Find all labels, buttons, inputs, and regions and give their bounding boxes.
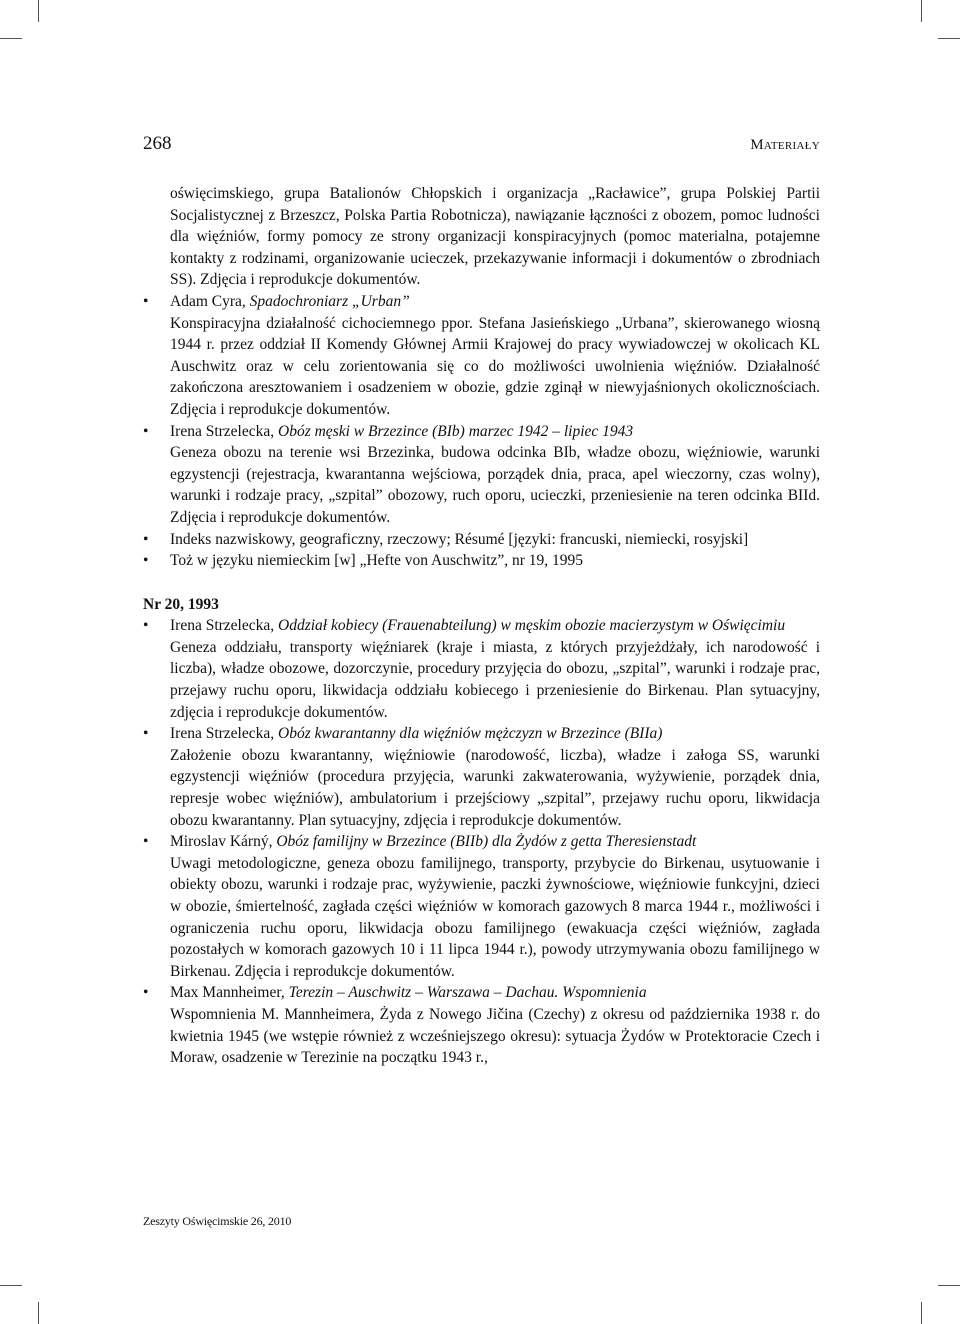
entry-description: Indeks nazwiskowy, geograficzny, rzeczowy; Résumé [języki: francuski, niemiecki, rosyjski] [170, 530, 749, 548]
crop-mark-bottom-left [38, 1302, 39, 1324]
crop-mark-top-right [921, 0, 922, 22]
bibliography-entry [143, 421, 820, 529]
bibliography-entry [143, 831, 820, 982]
bullet-icon: • [143, 292, 149, 310]
entry-title: Obóz familijny w Brzezince (BIIb) dla Żydów z getta Theresienstadt [276, 833, 697, 851]
bullet-icon: • [143, 617, 149, 635]
bibliography-entry [143, 529, 820, 551]
running-head: Materiały [750, 137, 820, 153]
bullet-icon: • [143, 422, 149, 440]
bullet-icon: • [143, 530, 149, 548]
bibliography-entry [143, 982, 820, 1068]
entry-author: Irena Strzelecka, [170, 422, 275, 440]
entry-author: Irena Strzelecka, [170, 725, 275, 743]
bullet-icon: • [143, 984, 149, 1002]
entry-title: Spadochroniarz „Urban” [249, 292, 410, 310]
page-number: 268 [143, 133, 172, 154]
entry-description: Założenie obozu kwarantanny, więźniowie (narodowość, liczba), władze i załoga SS, warunki egzystencji więźniów (procedura przyjęcia, warunki zakwaterowania, wyżywienie, porządek dnia, represje wobec więźniów), ambulatorium i przejściowy „szpital”, przejawy ruchu oporu, likwidacja obozu kwarantanny. Plan sytuacyjny, zdjęcia i reprodukcje dokumentów. [170, 746, 820, 829]
entry-description: Uwagi metodologiczne, geneza obozu familijnego, transporty, przybycie do Birkenau, usytuowanie i obiekty obozu, warunki i rodzaje prac, wyżywienie, paczki żywnościowe, więźniowie funkcyjni, dzieci w obozie, śmiertelność, zagłada części więźniów w komorach gazowych 8 marca 1944 r., możliwości i ograniczenia ruchu oporu, likwidacja obozu familijnego (ewakuacja części więźniów, zagłada pozostałych w komorach gazowych 10 i 11 lipca 1944 r.), powody utrzymywania obozu familijnego w Birkenau. Zdjęcia i reprodukcje dokumentów. [170, 854, 820, 980]
entry-author: Adam Cyra, [170, 292, 246, 310]
section-heading: Nr 20, 1993 [143, 595, 219, 613]
crop-mark-bottom-right [921, 1302, 922, 1324]
bibliography-entry [143, 291, 820, 421]
entry-description: Geneza oddziału, transporty więźniarek (kraje i miasta, z których przyjeżdżały, ich narodowość i liczba), władze obozowe, dozorczynie, procedury przyjęcia do obozu, „szpital”, warunki i rodzaje prac, przejawy ruchu oporu, likwidacja oddziału kobiecego i przeniesienie do Birkenau. Plan sytuacyjny, zdjęcia i reprodukcje dokumentów. [170, 638, 820, 721]
crop-mark-bottom-left-h [0, 1285, 22, 1286]
entry-description: Geneza obozu na terenie wsi Brzezinka, budowa odcinka BIb, władze obozu, więźniowie, warunki egzystencji (rejestracja, kwarantanna wejściowa, porządek dnia, praca, apel wieczorny, czas wolny), warunki i rodzaje pracy, „szpital” obozowy, ruch oporu, ucieczki, przeniesienie na teren odcinka BIId. Zdjęcia i reprodukcje dokumentów. [170, 444, 820, 526]
bullet-icon: • [143, 833, 149, 851]
continuation-paragraph: oświęcimskiego, grupa Batalionów Chłopskich i organizacja „Racławice”, grupa Polskiej Partii Socjalistycznej z Brzeszcz, Polska Partia Robotnicza), nawiązanie łączności z obozem, pomoc ludności dla więźniów, formy pomocy ze strony organizacji konspiracyjnych (pomoc materialna, potajemne kontakty z rodzinami, organizowanie ucieczek, przekazywanie informacji i dokumentów o zbrodniach SS). Zdjęcia i reprodukcje dokumentów. [170, 185, 820, 289]
crop-mark-top-right-h [938, 38, 960, 39]
bullet-icon: • [143, 552, 149, 570]
page-header [143, 130, 820, 160]
entry-description: Toż w języku niemieckim [w] „Hefte von Auschwitz”, nr 19, 1995 [170, 552, 583, 570]
bibliography-entry [143, 550, 820, 572]
crop-mark-top-left-h [0, 38, 22, 39]
crop-mark-bottom-right-h [938, 1285, 960, 1286]
entry-title: Obóz kwarantanny dla więźniów mężczyzn w Brzezince (BIIa) [278, 725, 663, 743]
crop-mark-top-left [38, 0, 39, 22]
bibliography-entry [143, 615, 820, 723]
bibliography-list [143, 291, 820, 572]
entry-title: Oddział kobiecy (Frauenabteilung) w męskim obozie macierzystym w Oświęcimiu [278, 617, 786, 635]
page-body [143, 183, 820, 1069]
entry-author: Max Mannheimer, [170, 984, 285, 1002]
entry-title: Terezin – Auschwitz – Warszawa – Dachau. Wspomnienia [288, 984, 647, 1002]
bibliography-list [143, 615, 820, 1068]
entry-description: Konspiracyjna działalność cichociemnego ppor. Stefana Jasieńskiego „Urbana”, skierowanego wiosną 1944 r. przez oddział II Komendy Głównej Armii Krajowej do pracy wywiadowczej w okolicach KL Auschwitz oraz w celu zorientowania się co do możliwości uwolnienia więźniów. Działalność zakończona aresztowaniem i osadzeniem w obozie, gdzie zginął w niewyjaśnionych okolicznościach. Zdjęcia i reprodukcje dokumentów. [170, 314, 820, 418]
entry-title: Obóz męski w Brzezince (BIb) marzec 1942 – lipiec 1943 [278, 422, 634, 440]
bullet-icon: • [143, 725, 149, 743]
page-footer: Zeszyty Oświęcimskie 26, 2010 [143, 1214, 292, 1228]
bibliography-entry [143, 723, 820, 831]
entry-author: Miroslav Kárný, [170, 833, 273, 851]
entry-author: Irena Strzelecka, [170, 617, 275, 635]
entry-description: Wspomnienia M. Mannheimera, Żyda z Nowego Jičina (Czechy) z okresu od października 1938 r. do kwietnia 1945 (we wstępie również z wcześniejszego okresu): sytuacja Żydów w Protektoracie Czech i Moraw, osadzenie w Terezinie na początku 1943 r., [170, 1005, 820, 1067]
